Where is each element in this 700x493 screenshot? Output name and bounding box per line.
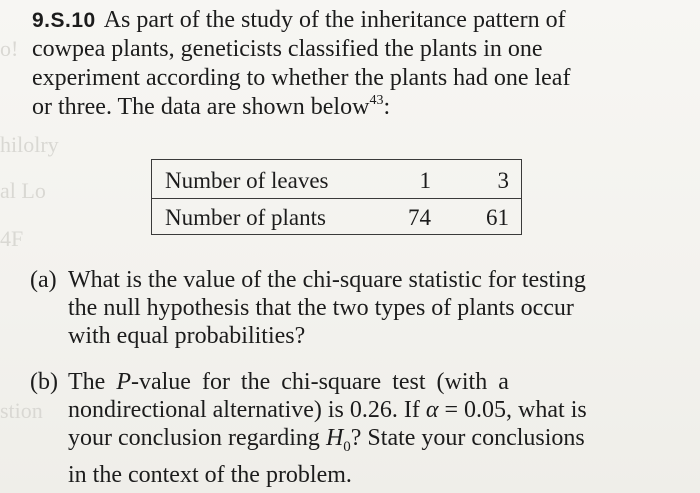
table-cell: 3 [497,168,509,193]
problem-line-2: cowpea plants, geneticists classified the plants in one [32,36,543,62]
problem-line-4: or three. The data are shown below$^{43}$: [32,93,391,120]
table-row-plants [152,201,521,237]
table-divider [152,198,521,199]
null-hypothesis-symbol: H [325,425,344,451]
part-a-label: (a) [30,267,57,293]
problem-line-3: experiment according to whether the plants had one leaf [32,65,571,91]
alpha-symbol: α [425,397,439,423]
bleed-through-text: o! [0,36,19,61]
bleed-through-text: al Lo [0,178,46,203]
data-table [151,159,522,235]
question-part-b: (b) The P-value for the chi-square test (with a nondirectional alternative) is 0.26. If α = 0.05, what is your conclusion regarding $H_0$? State your conclusions in the context of the problem. [30,369,587,488]
table-cell: 1 [419,168,431,193]
bleed-through-text: hilolry [0,132,59,157]
row-label: Number of leaves [165,168,329,193]
table-cell: 61 [486,205,509,230]
row-label: Number of plants [165,205,326,230]
table-cell: 74 [408,205,431,230]
problem-number: 9.S.10 [32,9,96,32]
bleed-through-text: 4F [0,226,24,251]
table-row-leaves [152,164,521,200]
footnote-reference: 43 [369,93,384,108]
problem-line-1: 9.S.10 As part of the study of the inheritance pattern of [32,7,566,33]
bleed-through-text: stion [0,398,43,423]
problem-statement [32,6,668,122]
part-b-label: (b) [30,369,58,395]
question-part-a: (a) What is the value of the chi-square statistic for testing the null hypothesis that the two types of plants occur with equal probabilities? [30,267,586,349]
